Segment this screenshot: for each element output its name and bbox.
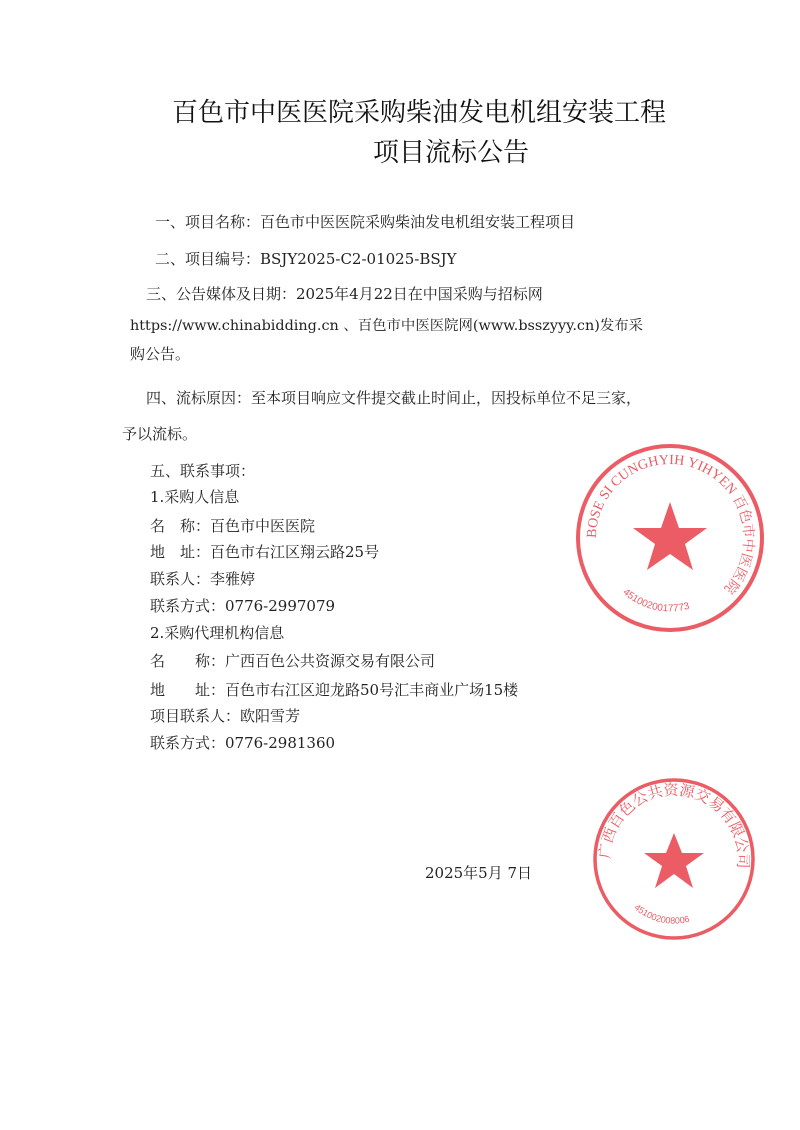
media-line-3: 购公告。: [130, 345, 191, 363]
svg-text:广西百色公共资源交易有限公司: 广西百色公共资源交易有限公司: [595, 780, 753, 869]
contact-heading: 五、联系事项：: [150, 462, 256, 480]
agent-name: 名 称：广西百色公共资源交易有限公司: [150, 652, 436, 670]
title-line-2: 项目流标公告: [373, 138, 530, 168]
title-line-1: 百色市中医医院采购柴油发电机组安装工程: [172, 98, 667, 128]
agent-heading: 2.采购代理机构信息: [150, 624, 285, 642]
buyer-name: 名 称：百色市中医医院: [150, 517, 316, 535]
announcement-date: 2025年5月 7日: [425, 864, 533, 882]
media-line-2: https://www.chinabidding.cn 、百色市中医医院网(www.bsszyyy.cn)发布采: [130, 318, 644, 334]
buyer-phone: 联系方式：0776-2997079: [150, 597, 336, 615]
agent-contact-person: 项目联系人：欧阳雪芳: [150, 707, 301, 725]
agent-address: 地 址：百色市右江区迎龙路50号汇丰商业广场15楼: [150, 681, 519, 699]
project-name: 一、项目名称：百色市中医医院采购柴油发电机组安装工程项目: [155, 213, 576, 231]
reason-line-1: 四、流标原因：至本项目响应文件提交截止时间止，因投标单位不足三家，: [146, 389, 642, 407]
svg-text:451002008006: 451002008006: [632, 902, 691, 926]
hospital-seal-stamp: [572, 440, 768, 636]
buyer-contact-person: 联系人：李雅婷: [150, 570, 256, 588]
agency-seal-stamp: [590, 775, 758, 943]
buyer-heading: 1.采购人信息: [150, 488, 240, 506]
agent-phone: 联系方式：0776-2981360: [150, 734, 336, 752]
media-line-1: 三、公告媒体及日期：2025年4月22日在中国采购与招标网: [146, 285, 543, 303]
project-number: 二、项目编号：BSJY2025-C2-01025-BSJY: [155, 250, 457, 268]
reason-line-2: 予以流标。: [122, 425, 198, 443]
svg-text:BOSE SI CUNGHYIH YIHYEN 百色市中医医: BOSE SI CUNGHYIH YIHYEN 百色市中医医院: [584, 452, 756, 596]
buyer-address: 地 址：百色市右江区翔云路25号: [150, 543, 380, 561]
svg-text:4510020017773: 4510020017773: [620, 586, 691, 615]
